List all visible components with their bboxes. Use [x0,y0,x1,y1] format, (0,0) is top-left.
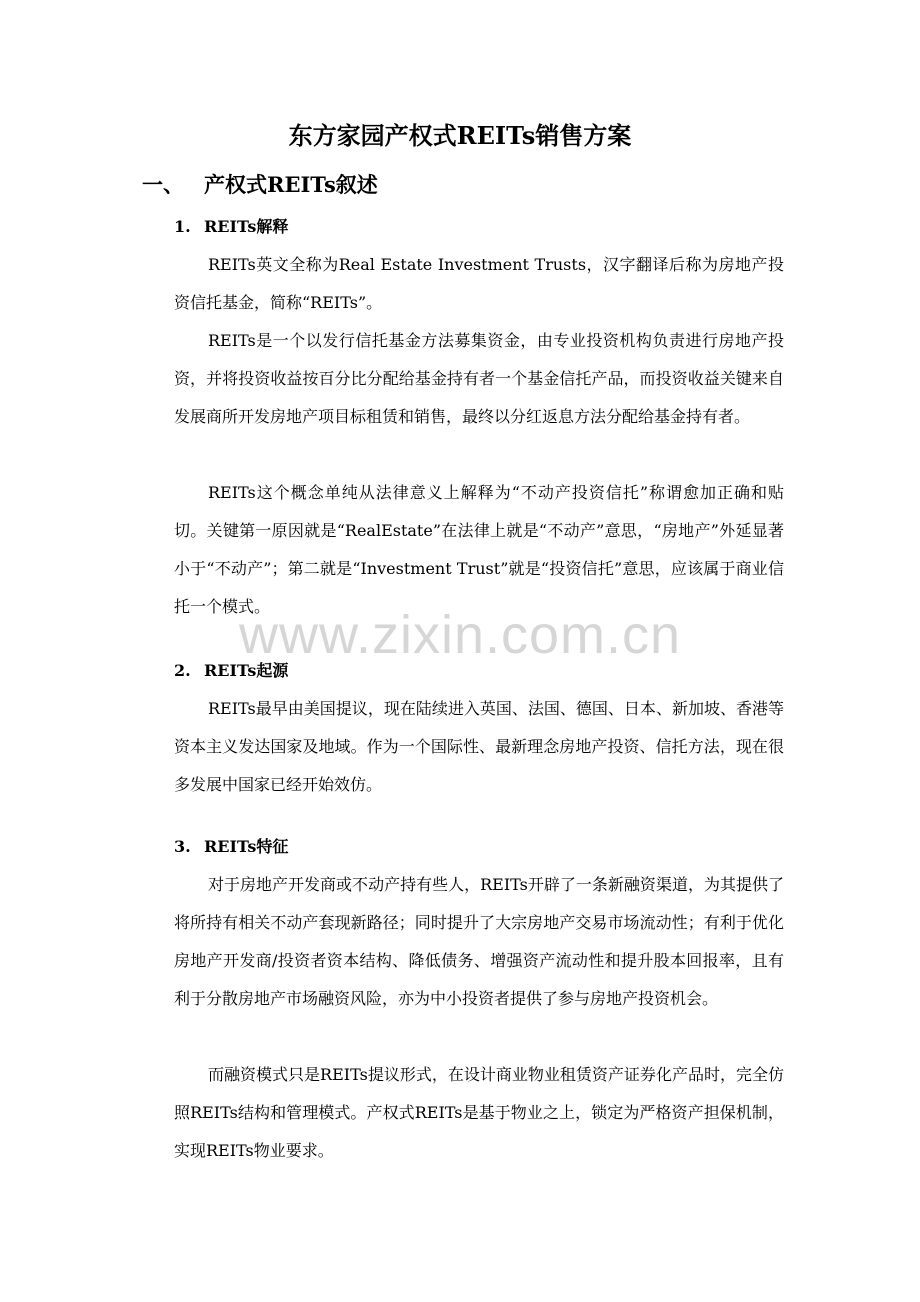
paragraph: REITs最早由美国提议，现在陆续进入英国、法国、德国、日本、新加坡、香港等资本主义发达国家及地域。作为一个国际性、最新理念房地产投资、信托方法，现在很多发展中国家已经开始效仿。 [174,699,784,794]
paragraph: 而融资模式只是REITs提议形式，在设计商业物业租赁资产证券化产品时，完全仿照REITs结构和管理模式。产权式REITs是基于物业之上，锁定为严格资产担保机制，实现REITs物业要求。 [174,1065,784,1160]
subsection-title: REITs起源 [204,661,289,680]
paragraph: REITs英文全称为Real Estate Investment Trusts，汉字翻译后称为房地产投资信托基金，简称“REITs”。 [174,255,784,312]
paragraph: 对于房地产开发商或不动产持有些人，REITs开辟了一条新融资渠道，为其提供了将所持有相关不动产套现新路径；同时提升了大宗房地产交易市场流动性；有利于优化房地产开发商/投资者资本结构、降低债务、增强资产流动性和提升股本回报率，且有利于分散房地产市场融资风险，亦为中小投资者提供了参与房地产投资机会。 [174,875,784,1008]
section-heading [142,168,378,202]
section-number: 一、 [142,172,184,197]
subsection-number: 1. [174,217,191,236]
subsection-heading-1 [174,214,288,240]
paragraph: REITs是一个以发行信托基金方法募集资金，由专业投资机构负责进行房地产投资，并将投资收益按百分比分配给基金持有者一个基金信托产品，而投资收益关键来自发展商所开发房地产项目标租赁和销售，最终以分红返息方法分配给基金持有者。 [174,331,784,426]
paragraph: REITs这个概念单纯从法律意义上解释为“不动产投资信托”称谓愈加正确和贴切。关键第一原因就是“RealEstate”在法律上就是“不动产”意思，“房地产”外延显著小于“不动产”；第二就是“Investment Trust”就是“投资信托”意思，应该属于商业信托一个模式。 [174,483,784,616]
subsection-number: 2. [174,661,191,680]
section-title: 产权式REITs叙述 [204,172,378,197]
subsection-heading-3 [174,834,288,860]
subsection-title: REITs解释 [204,217,289,236]
watermark: www.zixin.com.cn [238,605,682,665]
subsection-number: 3. [174,837,191,856]
subsection-heading-2 [174,658,288,684]
document-title: 东方家园产权式REITs销售方案 [288,121,632,150]
subsection-title: REITs特征 [204,837,289,856]
